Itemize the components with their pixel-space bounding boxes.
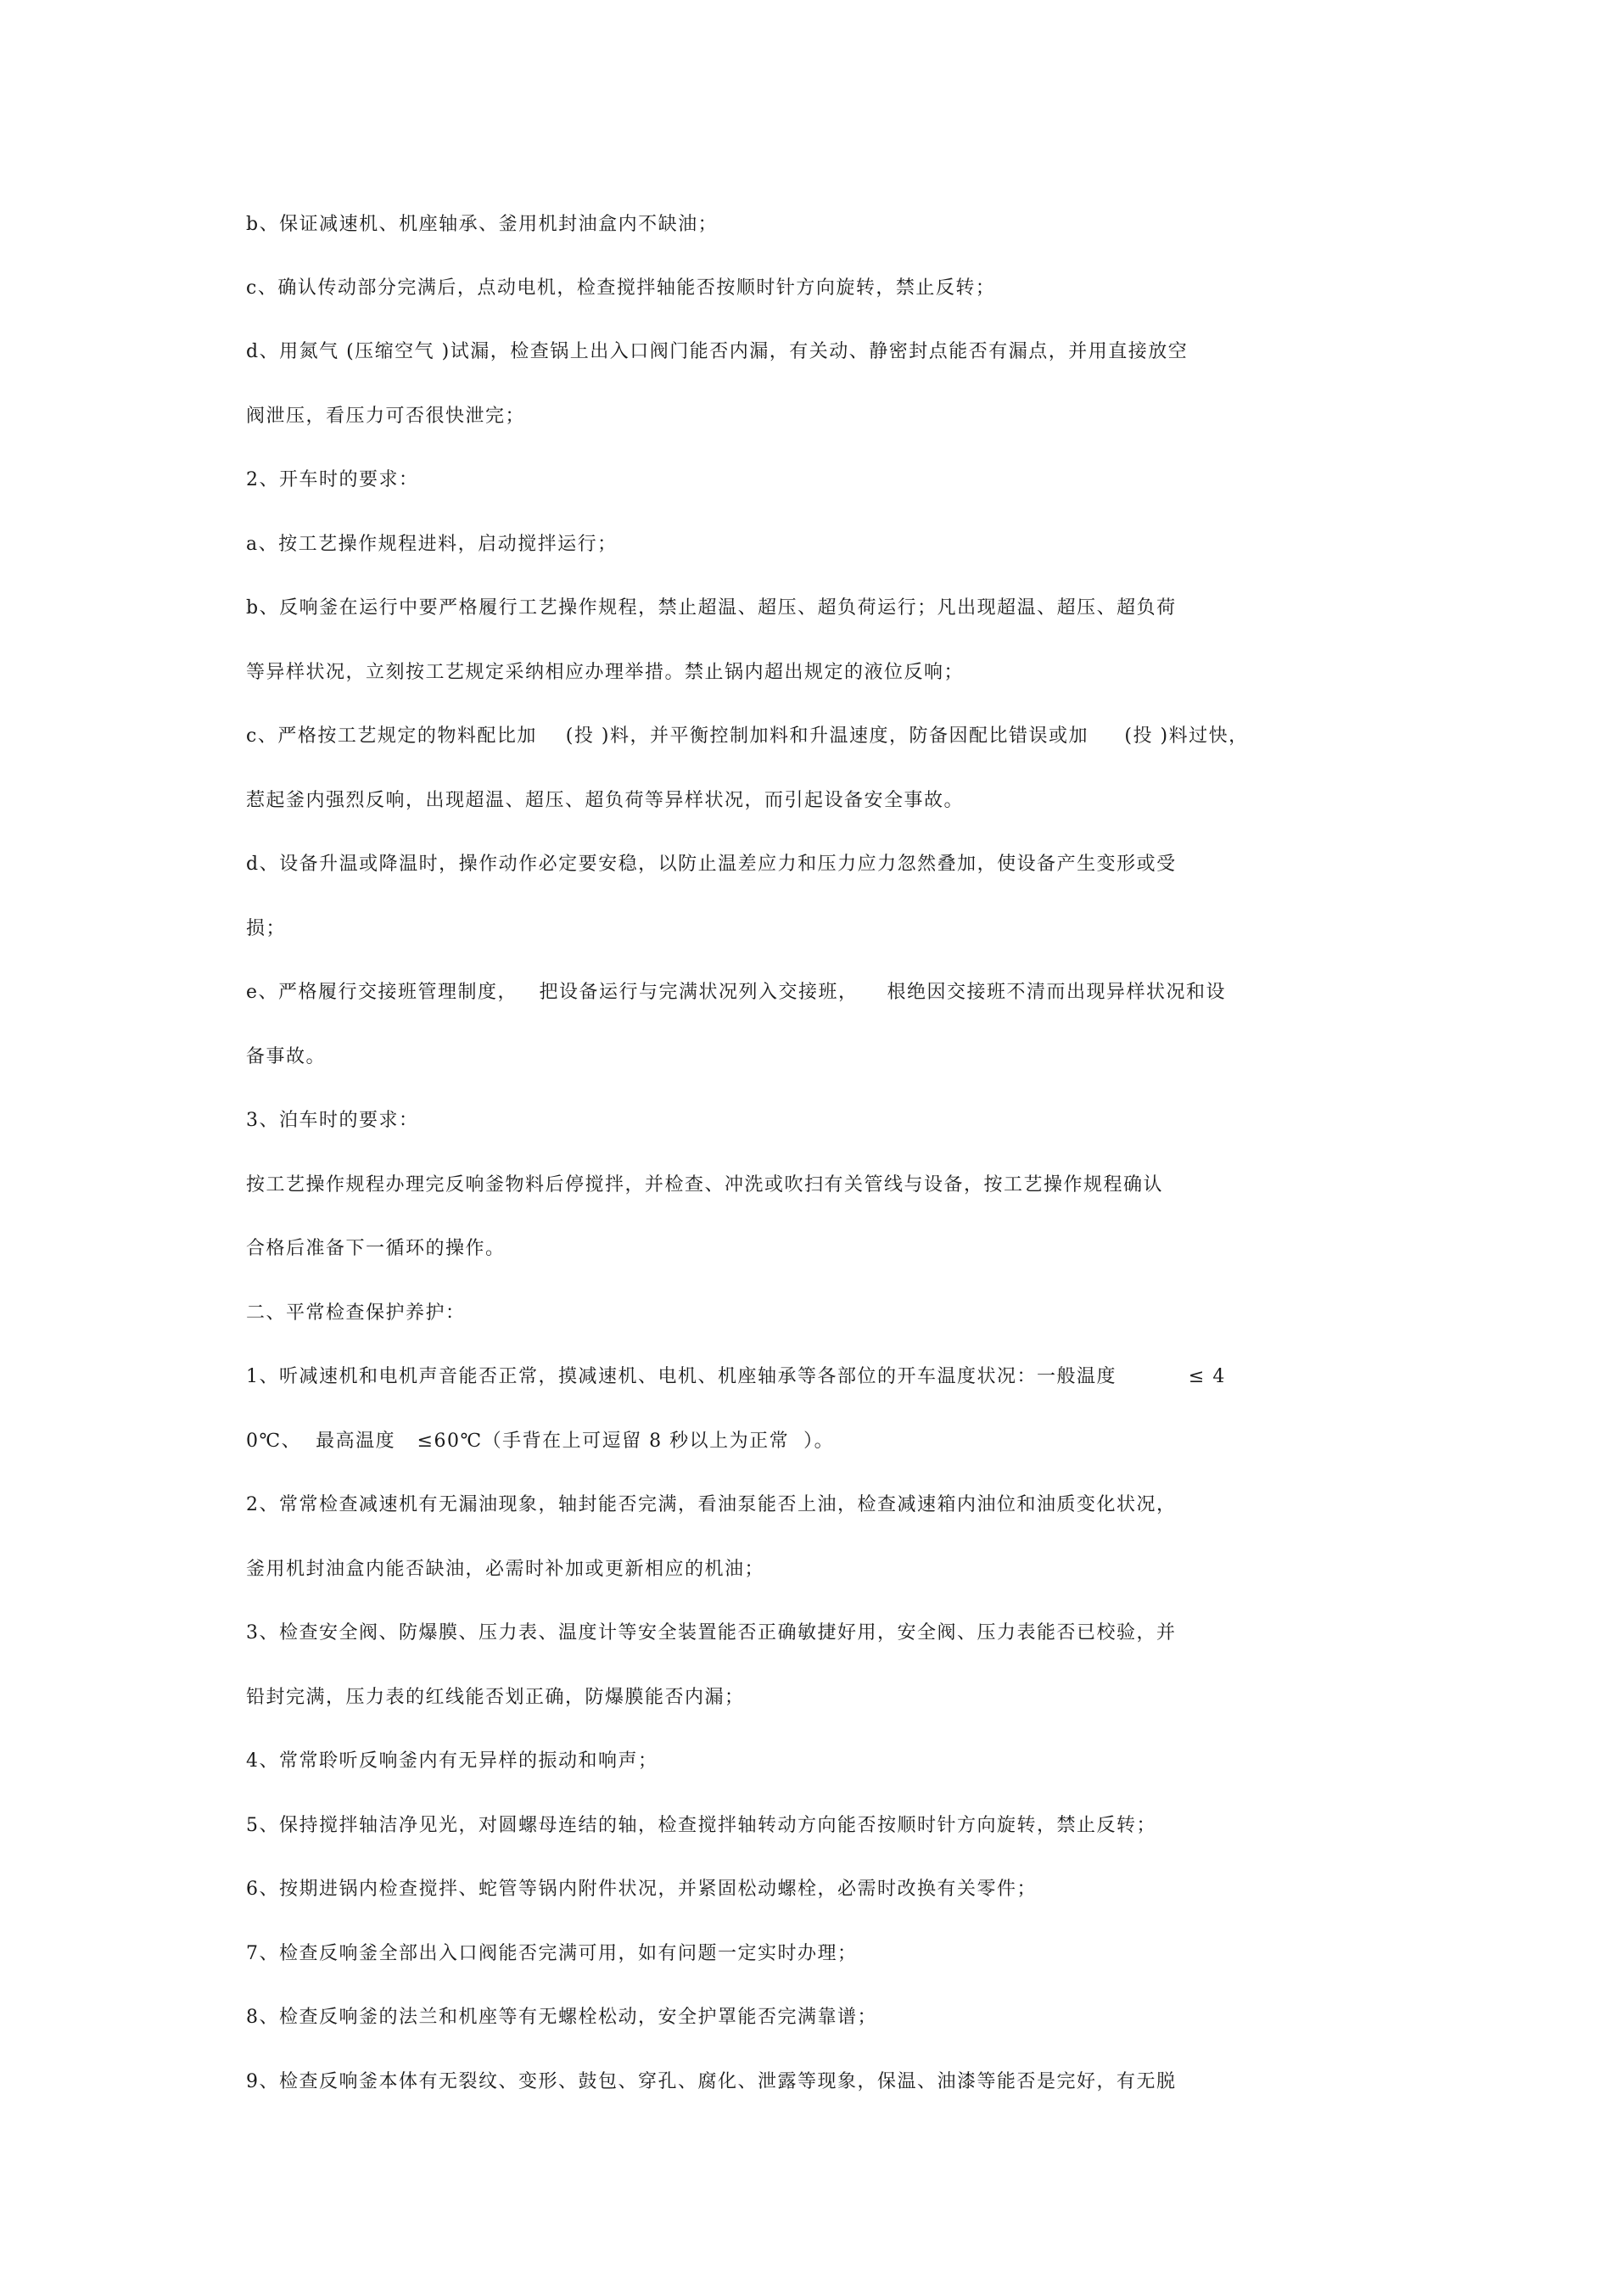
text-line: c、严格按工艺规定的物料配比加 (投 )料，并平衡控制加料和升温速度，防备因配比错误或加 (投 )料过快， <box>246 725 1249 747</box>
text-line: 8、检查反响釜的法兰和机座等有无螺栓松动，安全护罩能否完满靠谱； <box>246 2007 877 2028</box>
section-heading: 3、泊车时的要求： <box>246 1110 419 1131</box>
text-line: 9、检查反响釜本体有无裂纹、变形、鼓包、穿孔、腐化、泄露等现象，保温、油漆等能否是完好，有无脱 <box>246 2071 1177 2092</box>
text-line: 铅封完满，压力表的红线能否划正确，防爆膜能否内漏； <box>246 1687 745 1708</box>
text-line: 备事故。 <box>246 1046 327 1067</box>
text-line: 2、常常检查减速机有无漏油现象，轴封能否完满，看油泵能否上油，检查减速箱内油位和油质变化状况， <box>246 1494 1177 1515</box>
text-line: d、设备升温或降温时，操作动作必定要安稳，以防止温差应力和压力应力忽然叠加，使设备产生变形或受 <box>246 854 1177 875</box>
text-line: 0℃、 最高温度 ≤60℃（手背在上可逗留 8 秒以上为正常 ）。 <box>246 1431 835 1452</box>
text-line: 1、听减速机和电机声音能否正常，摸减速机、电机、机座轴承等各部位的开车温度状况：一般温度 ≤ 4 <box>246 1366 1226 1387</box>
text-line: 7、检查反响釜全部出入口阀能否完满可用，如有问题一定实时办理； <box>246 1943 858 1964</box>
text-line: b、反响釜在运行中要严格履行工艺操作规程，禁止超温、超压、超负荷运行；凡出现超温、超压、超负荷 <box>246 597 1177 619</box>
text-line: 釜用机封油盒内能否缺油，必需时补加或更新相应的机油； <box>246 1559 765 1580</box>
text-line: 损； <box>246 918 287 939</box>
text-line: b、保证减速机、机座轴承、釜用机封油盒内不缺油； <box>246 214 719 235</box>
text-line: 按工艺操作规程办理完反响釜物料后停搅拌，并检查、冲洗或吹扫有关管线与设备，按工艺操作规程确认 <box>246 1174 1164 1196</box>
section-heading: 2、开车时的要求： <box>246 469 419 490</box>
text-line: c、确认传动部分完满后，点动电机，检查搅拌轴能否按顺时针方向旋转，禁止反转； <box>246 277 996 299</box>
text-line: 3、检查安全阀、防爆膜、压力表、温度计等安全装置能否正确敏捷好用，安全阀、压力表能否已校验，并 <box>246 1622 1177 1644</box>
text-line: d、用氮气 (压缩空气 )试漏，检查锅上出入口阀门能否内漏，有关动、静密封点能否有漏点，并用直接放空 <box>246 341 1189 362</box>
text-line: a、按工艺操作规程进料，启动搅拌运行； <box>246 534 618 555</box>
text-line: 4、常常聆听反响釜内有无异样的振动和响声； <box>246 1750 658 1772</box>
text-line: 6、按期进锅内检查搅拌、蛇管等锅内附件状况，并紧固松动螺栓，必需时改换有关零件； <box>246 1879 1038 1900</box>
text-line: 阀泄压，看压力可否很快泄完； <box>246 406 526 427</box>
text-line: e、严格履行交接班管理制度， 把设备运行与完满状况列入交接班， 根绝因交接班不清而出现异样状况和设 <box>246 982 1226 1003</box>
text-line: 5、保持搅拌轴洁净见光，对圆螺母连结的轴，检查搅拌轴转动方向能否按顺时针方向旋转，禁止反转； <box>246 1815 1157 1836</box>
section-heading: 二、平常检查保护养护： <box>246 1302 466 1324</box>
text-line: 合格后准备下一循环的操作。 <box>246 1238 506 1259</box>
text-line: 等异样状况，立刻按工艺规定采纳相应办理举措。禁止锅内超出规定的液位反响； <box>246 662 965 683</box>
text-line: 惹起釜内强烈反响，出现超温、超压、超负荷等异样状况，而引起设备安全事故。 <box>246 790 965 811</box>
